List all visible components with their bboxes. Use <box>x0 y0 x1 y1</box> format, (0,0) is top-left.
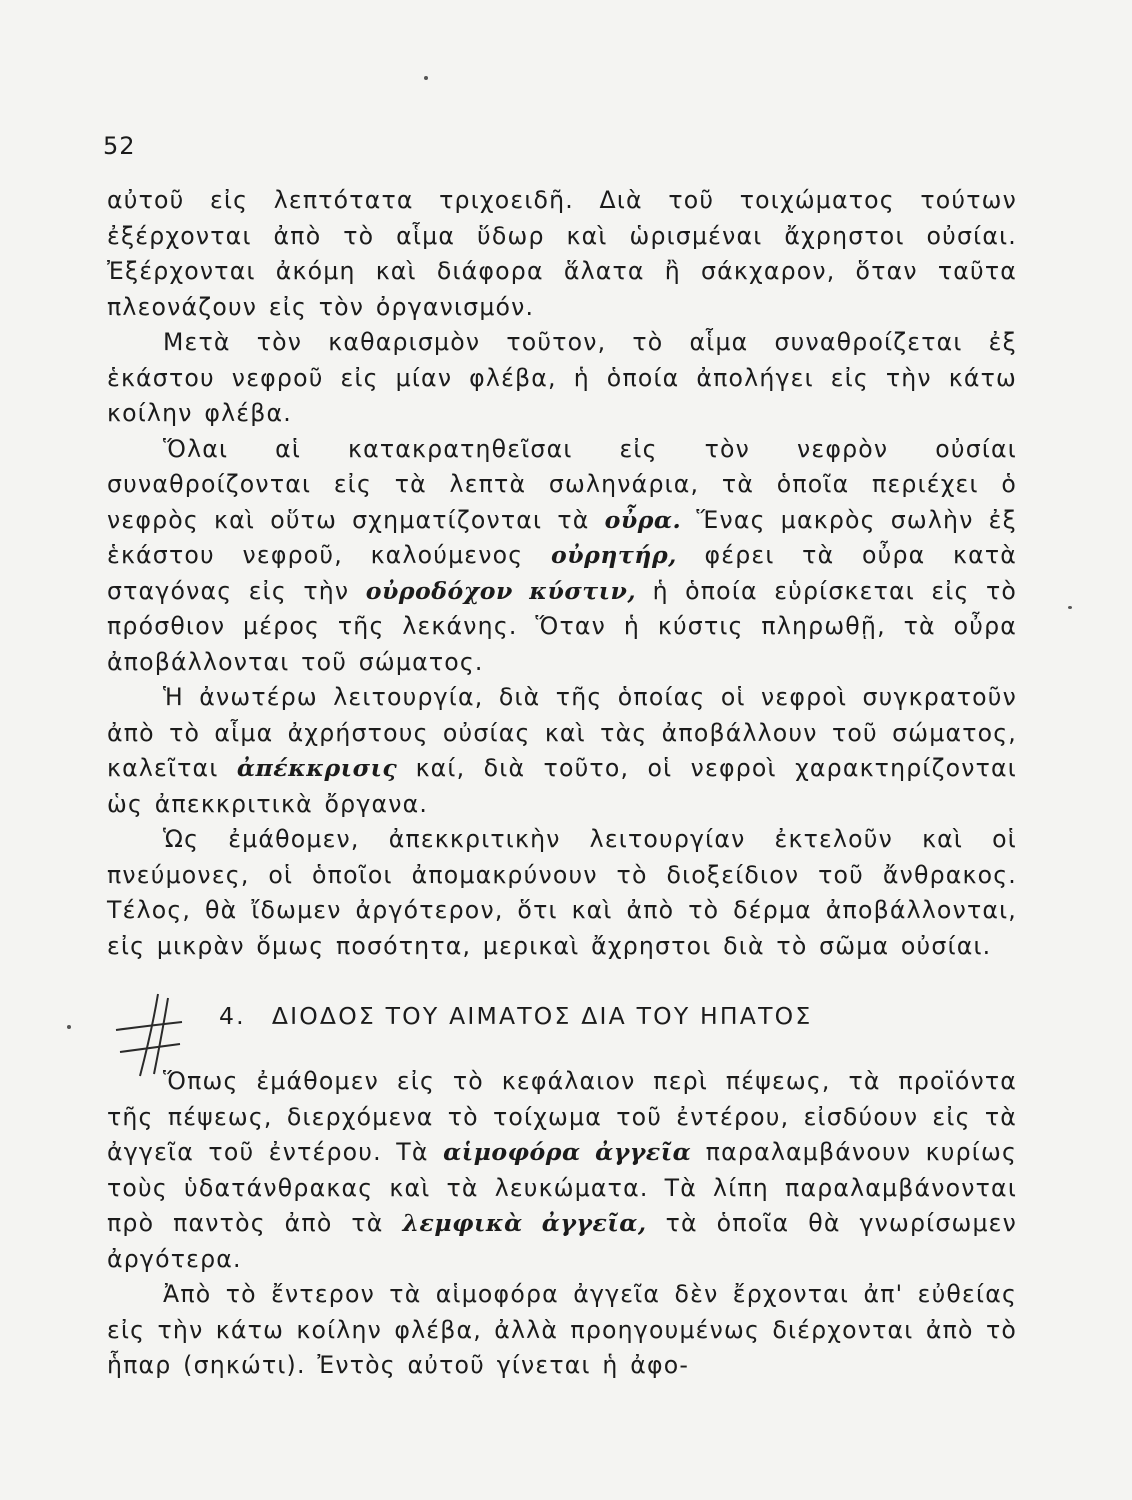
paragraph-3-text-c: φέρει τὰ οὖρα κατὰ σταγόνας εἰς τὴν <box>107 541 1018 605</box>
section-number: 4. <box>219 1002 246 1030</box>
print-speck <box>1068 606 1072 609</box>
term-aimofora-aggeia: αἱμοφόρα ἀγγεῖα <box>443 1138 692 1166</box>
paragraph-3-text-d: ἡ ὁποία εὑρίσκεται εἰς τὸ πρόσθιον μέρος τῆς λεκάνης. Ὅταν ἡ κύστις πληρωθῇ, τὰ οὖρα ἀποβάλλονται τοῦ σώματος. <box>107 576 1017 676</box>
paragraph-4-text-b: καί, διὰ τοῦτο, οἱ νεφροὶ χαρακτηρίζονται ὡς ἀπεκκριτικὰ ὄργανα. <box>107 754 1017 818</box>
term-oura: οὖρα. <box>604 505 682 534</box>
paragraph-7: Ἀπὸ τὸ ἔντερον τὰ αἱμοφόρα ἀγγεῖα δὲν ἔρχονται ἀπ' εὐθείας εἰς τὴν κάτω κοίλην φλέβα, ἀλλὰ προηγουμένως διέρχονται ἀπὸ τὸ ἧπαρ (σηκώτι). Ἐντὸς αὐτοῦ γίνεται ἡ ἀφο- <box>107 1280 1017 1379</box>
paragraph-6-text-b: παραλαμβάνουν κυρίως τοὺς ὑδατάνθρακας καὶ τὰ λευκώματα. Τὰ λίπη παραλαμβάνονται πρὸ παντὸς ἀπὸ τὰ <box>107 1138 1017 1237</box>
paragraph-6-text-a: Ὅπως ἐμάθομεν εἰς τὸ κεφάλαιον περὶ πέψεως, τὰ προϊόντα τῆς πέψεως, διερχόμενα τὸ τοίχωμα τοῦ ἐντέρου, εἰσδύουν εἰς τὰ ἀγγεῖα τοῦ ἐντέρου. Τὰ <box>107 1067 1017 1166</box>
text-block-top <box>107 183 1017 964</box>
paragraph-6-text-c: τὰ ὁποῖα θὰ γνωρίσωμεν ἀργότερα. <box>107 1209 1018 1273</box>
paragraph-2: Μετὰ τὸν καθαρισμὸν τοῦτον, τὸ αἷμα συναθροίζεται ἐξ ἑκάστου νεφροῦ εἰς μίαν φλέβα, ἡ ὁποία ἀπολήγει εἰς τὴν κάτω κοίλην φλέβα. <box>107 328 1017 427</box>
term-ourethr: οὐρητήρ, <box>550 541 677 569</box>
paragraph-3-text-b: Ἕνας μακρὸς σωλὴν ἐξ ἑκάστου νεφροῦ, καλούμενος <box>107 505 1017 569</box>
print-speck <box>67 1025 71 1029</box>
page-number: 52 <box>103 132 136 160</box>
section-title: ΔΙΟΔΟΣ ΤΟΥ ΑΙΜΑΤΟΣ ΔΙΑ ΤΟΥ ΗΠΑΤΟΣ <box>271 1002 813 1030</box>
paragraph-4-text-a: Ἡ ἀνωτέρω λειτουργία, διὰ τῆς ὁποίας οἱ νεφροὶ συγκρατοῦν ἀπὸ τὸ αἷμα ἀχρήστους οὐσίας καὶ τὰς ἀποβάλλουν τοῦ σώματος, καλεῖται <box>107 683 1017 782</box>
term-apekkrisis: ἀπέκκρισις <box>236 754 398 782</box>
paragraph-6 <box>107 1064 1017 1277</box>
text-block-bottom <box>107 1064 1017 1384</box>
paragraph-1: αὐτοῦ εἰς λεπτότατα τριχοειδῆ. Διὰ τοῦ τοιχώματος τούτων ἐξέρχονται ἀπὸ τὸ αἷμα ὕδωρ καὶ ὡρισμέναι ἄχρηστοι οὐσίαι. Ἐξέρχονται ἀκόμη καὶ διάφορα ἅλατα ἢ σάκχαρον, ὅταν ταῦτα πλεονάζουν εἰς τὸν ὀργανισμόν. <box>107 186 1017 321</box>
print-speck <box>424 76 428 80</box>
paragraph-5: Ὡς ἐμάθομεν, ἀπεκκριτικὴν λειτουργίαν ἐκτελοῦν καὶ οἱ πνεύμονες, οἱ ὁποῖοι ἀπομακρύνουν τὸ διοξείδιον τοῦ ἄνθρακος. Τέλος, θὰ ἴδωμεν ἀργότερον, ὅτι καὶ ἀπὸ τὸ δέρμα ἀποβάλλονται, εἰς μικρὰν ὅμως ποσότητα, μερικαὶ ἄχρηστοι διὰ τὸ σῶμα οὐσίαι. <box>107 825 1017 960</box>
paragraph-3-text-a: Ὅλαι αἱ κατακρατηθεῖσαι εἰς τὸν νεφρὸν οὐσίαι συναθροίζονται εἰς τὰ λεπτὰ σωληνάρια, τὰ ὁποῖα περιέχει ὁ νεφρὸς καὶ οὕτω σχηματίζονται τὰ <box>107 434 1017 534</box>
paragraph-4 <box>107 680 1017 822</box>
term-lemfika-aggeia: λεμφικὰ ἀγγεῖα, <box>402 1209 647 1237</box>
paragraph-3 <box>107 432 1017 681</box>
term-ourodochos-kystis: οὐροδόχον κύστιν, <box>365 576 637 605</box>
section-heading <box>219 1002 959 1030</box>
